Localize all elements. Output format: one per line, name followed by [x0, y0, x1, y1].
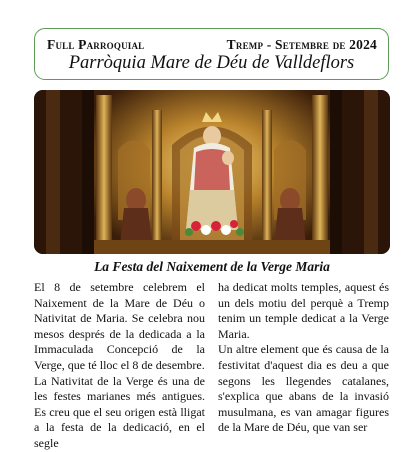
paragraph: Un altre element que és causa de la festivitat d'aquest dia es deu a que segons les llegendes catalanes, s'explica que abans de la invasió musulmana, es van amagar figures de la Mare de Déu, que van ser [218, 342, 389, 435]
parish-title: Parròquia Mare de Déu de Valldeflors [68, 53, 355, 73]
altar-photo [34, 90, 390, 254]
paragraph: El 8 de setembre celebrem el Naixement de la Mare de Déu o Nativitat de Maria. Se celebra nou mesos després de la dedicada a la Immaculada Concepció de la Verge, que té lloc el 8 de desembre. [34, 280, 205, 372]
issue-date: Tremp - Setembre de 2024 [226, 37, 377, 52]
article-column-right [218, 280, 389, 436]
article-caption: La Festa del Naixement de la Verge Maria [94, 259, 330, 274]
paragraph: La Nativitat de la Verge és una de les festes marianes més antigues. Es creu que el seu origen està lligat a la festa de la dedicació, en el segle [34, 373, 205, 450]
article-column-left [34, 280, 205, 452]
paragraph: ha dedicat molts temples, aquest és un dels motiu del perquè a Tremp tenim un temple dedicat a la Verge Maria. [218, 280, 389, 341]
publication-name: Full Parroquial [47, 37, 145, 52]
masthead-box [34, 28, 389, 80]
